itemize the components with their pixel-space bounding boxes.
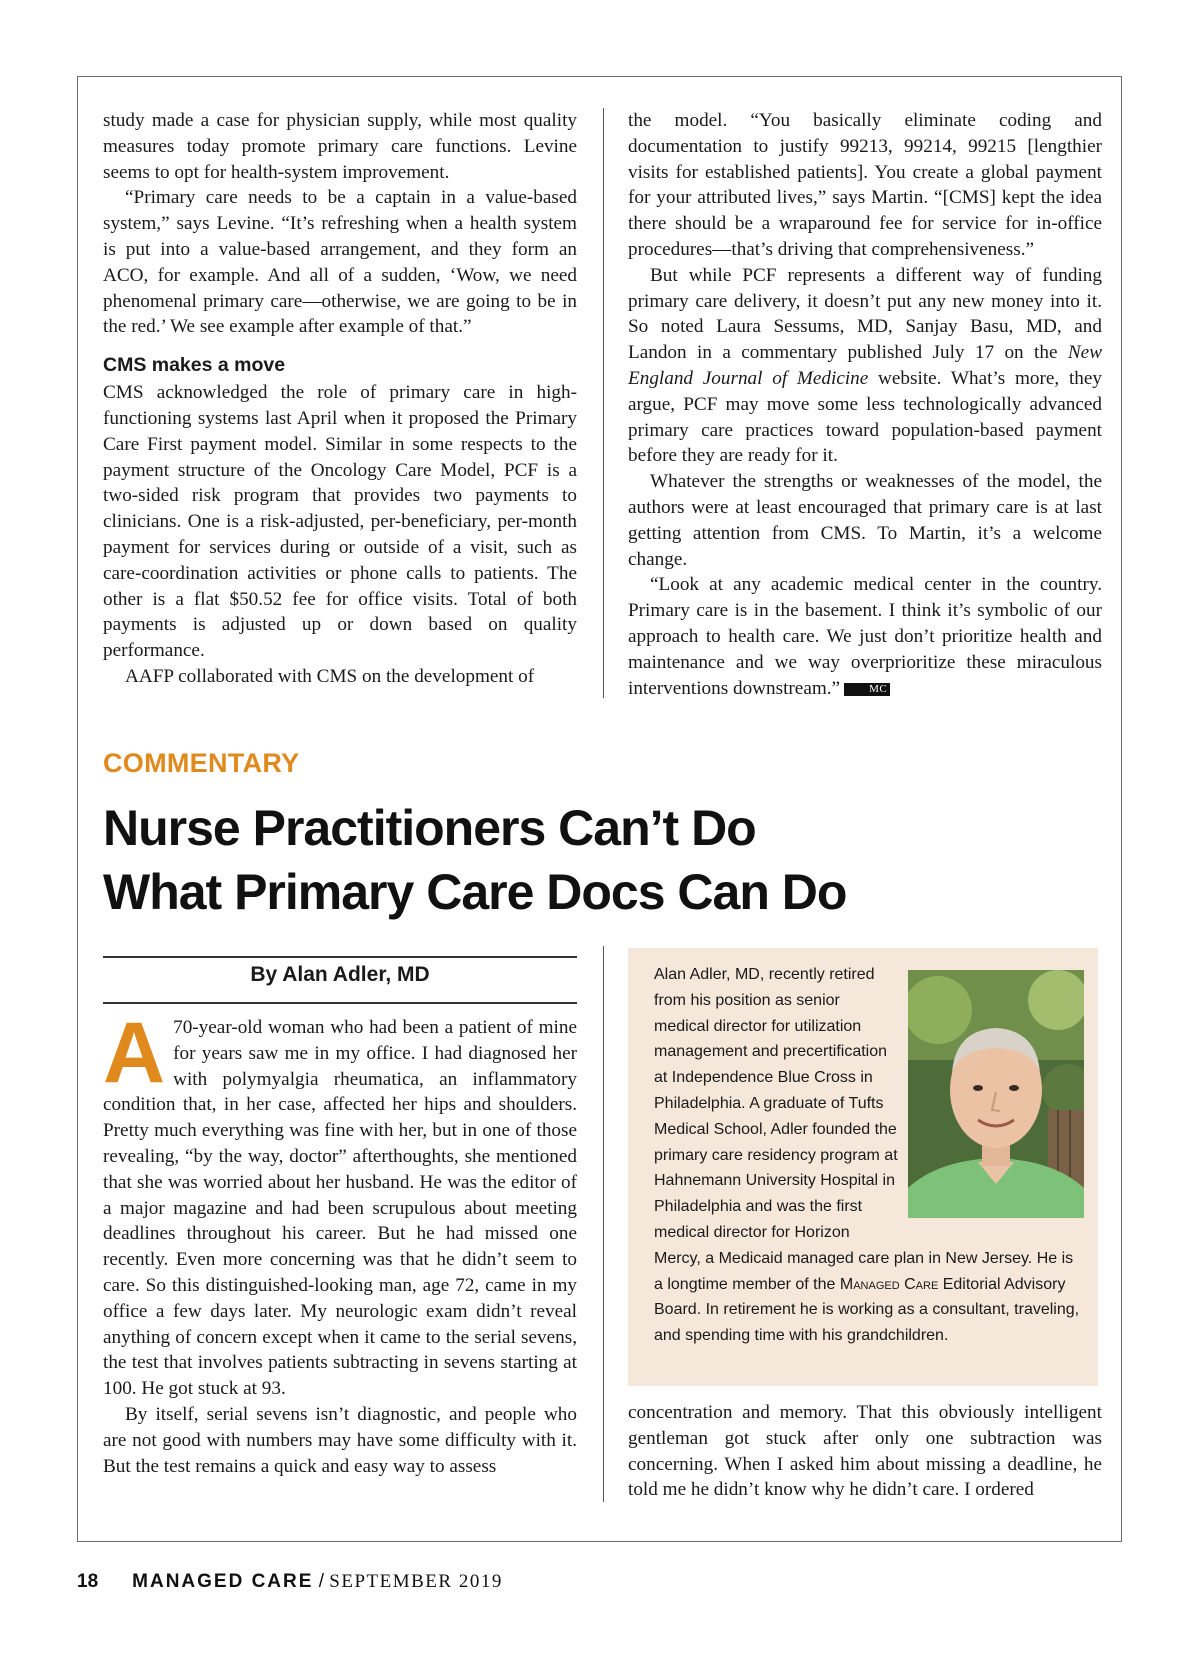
magazine-title: MANAGED CARE [132,1571,314,1592]
article-headline [103,796,1103,924]
page-number: 18 [77,1571,99,1592]
journal-title: New England Journal of Medicine [628,342,1102,389]
magazine-name: Managed Care [839,1275,939,1293]
paragraph: concentration and memory. That this obviously intelligent gentleman got stuck after only one subtraction was concerning. When I asked him about missing a deadline, he told me he didn’t know why he didn’t care. I ordered [628,1402,1102,1501]
section-subhead: CMS makes a move [103,354,286,377]
paragraph: Whatever the strengths or weaknesses of the model, the authors were at least encouraged that primary care is at last getting attention from CMS. To Martin, it’s a welcome change. [628,471,1102,570]
headline-line-1: Nurse Practitioners Can’t Do [103,800,756,856]
top-left-column [103,108,577,690]
paragraph: study made a case for physician supply, while most quality measures today promote primary care functions. Levine seems to opt for health-system improvement. [103,110,577,183]
byline-top-rule [103,956,577,958]
article-left-column [103,1005,577,1479]
byline-bottom-rule [103,1002,577,1004]
section-kicker: COMMENTARY [103,748,300,778]
author-photo [908,970,1084,1218]
author-bio: Alan Adler, MD, recently retired from his position as senior medical director for utilization management and precertification at Independence Blue Cross in Philadelphia. A graduate of Tufts Medical School, Adler founded the primary care residency program at Hahnemann University Hospital in Philadelphia and was the first medical director for Horizon Mercy, a Medicaid managed care plan in New Jersey. He is a longtime member of the Managed Care Editorial Advisory Board. In retirement he is working as a consultant, traveling, and spending time with his grandchildren. [654,962,1084,1349]
paragraph: But while PCF represents a different way of funding primary care delivery, it doesn’t put any new money into it. So noted Laura Sessums, MD, Sanjay Basu, MD, and Landon in a commentary published July 17 on the New England Journal of Medicine website. What’s more, they argue, PCF may move some less technologically advanced primary care practices toward population-based payment before they are ready for it. [628,264,1102,467]
issue-date: SEPTEMBER 2019 [329,1571,503,1592]
paragraph: the model. “You basically eliminate coding and documentation to justify 99213, 99214, 99215 [lengthier visits for established patients]. You create a global payment for your attributed lives,” says Martin. “[CMS] kept the idea there should be a wraparound fee for service for in-office procedures—that’s driving that comprehensiveness.” [628,110,1102,260]
paragraph: “Look at any academic medical center in the country. Primary care is in the basement. I think it’s symbolic of our approach to health care. We just don’t prioritize health and maintenance and we way overprioritize these miraculous interventions downstream.” MC [628,574,1102,699]
paragraph: “Primary care needs to be a captain in a value-based system,” says Levine. “It’s refreshing when a health system is put into a value-based arrangement, and they form an ACO, for example. And all of a sudden, ‘Wow, we need phenomenal primary care—otherwise, we are going to be in the red.’ We see example after example of that.” [103,187,577,338]
paragraph: CMS acknowledged the role of primary care in high-functioning systems last April when it proposed the Primary Care First payment model. Similar in some respects to the payment structure of the Oncology Care Model, PCF is a two-sided risk program that provides two payments to clinicians. One is a risk-adjusted, per-beneficiary, per-month payment for services during or outside of a visit, such as care-coordination activities or phone calls to patients. The other is a flat $50.52 fee for office visits. Total of both payments is adjusted up or down based on quality performance. [103,382,577,662]
headline-line-2: What Primary Care Docs Can Do [103,864,847,920]
drop-cap: A [103,1005,166,1101]
paragraph: By itself, serial sevens isn’t diagnostic, and people who are not good with numbers may have some difficulty with it. But the test remains a quick and easy way to assess [103,1403,577,1477]
author-bio-box [628,948,1098,1386]
column-divider [603,108,604,698]
byline: By Alan Adler, MD [250,963,430,986]
article-right-column [628,1400,1102,1503]
page-footer [77,1571,503,1593]
footer-separator: / [313,1571,330,1592]
column-divider [603,946,604,1502]
end-of-article-badge: MC [844,683,890,696]
paragraph: AAFP collaborated with CMS on the development of [125,665,535,687]
top-right-column [628,108,1102,701]
paragraph: A 70-year-old woman who had been a patient of mine for years saw me in my office. I had diagnosed her with polymyalgia rheumatica, an inflammatory condition that, in her case, affected her hips and shoulders. Pretty much everything was fine with her, but in one of those revealing, “by the way, doctor” afterthoughts, she mentioned that she was worried about her husband. He was the editor of a major magazine and had been scrupulous about meeting deadlines throughout his career. But he had missed one recently. Even more concerning was that he didn’t seem to care. So this distinguished-looking man, age 72, came in my office a few days later. My neurologic exam didn’t reveal anything of concern except when it came to the serial sevens, the test that involves patients subtracting in sevens starting at 100. He got stuck at 93. [103,1005,577,1400]
